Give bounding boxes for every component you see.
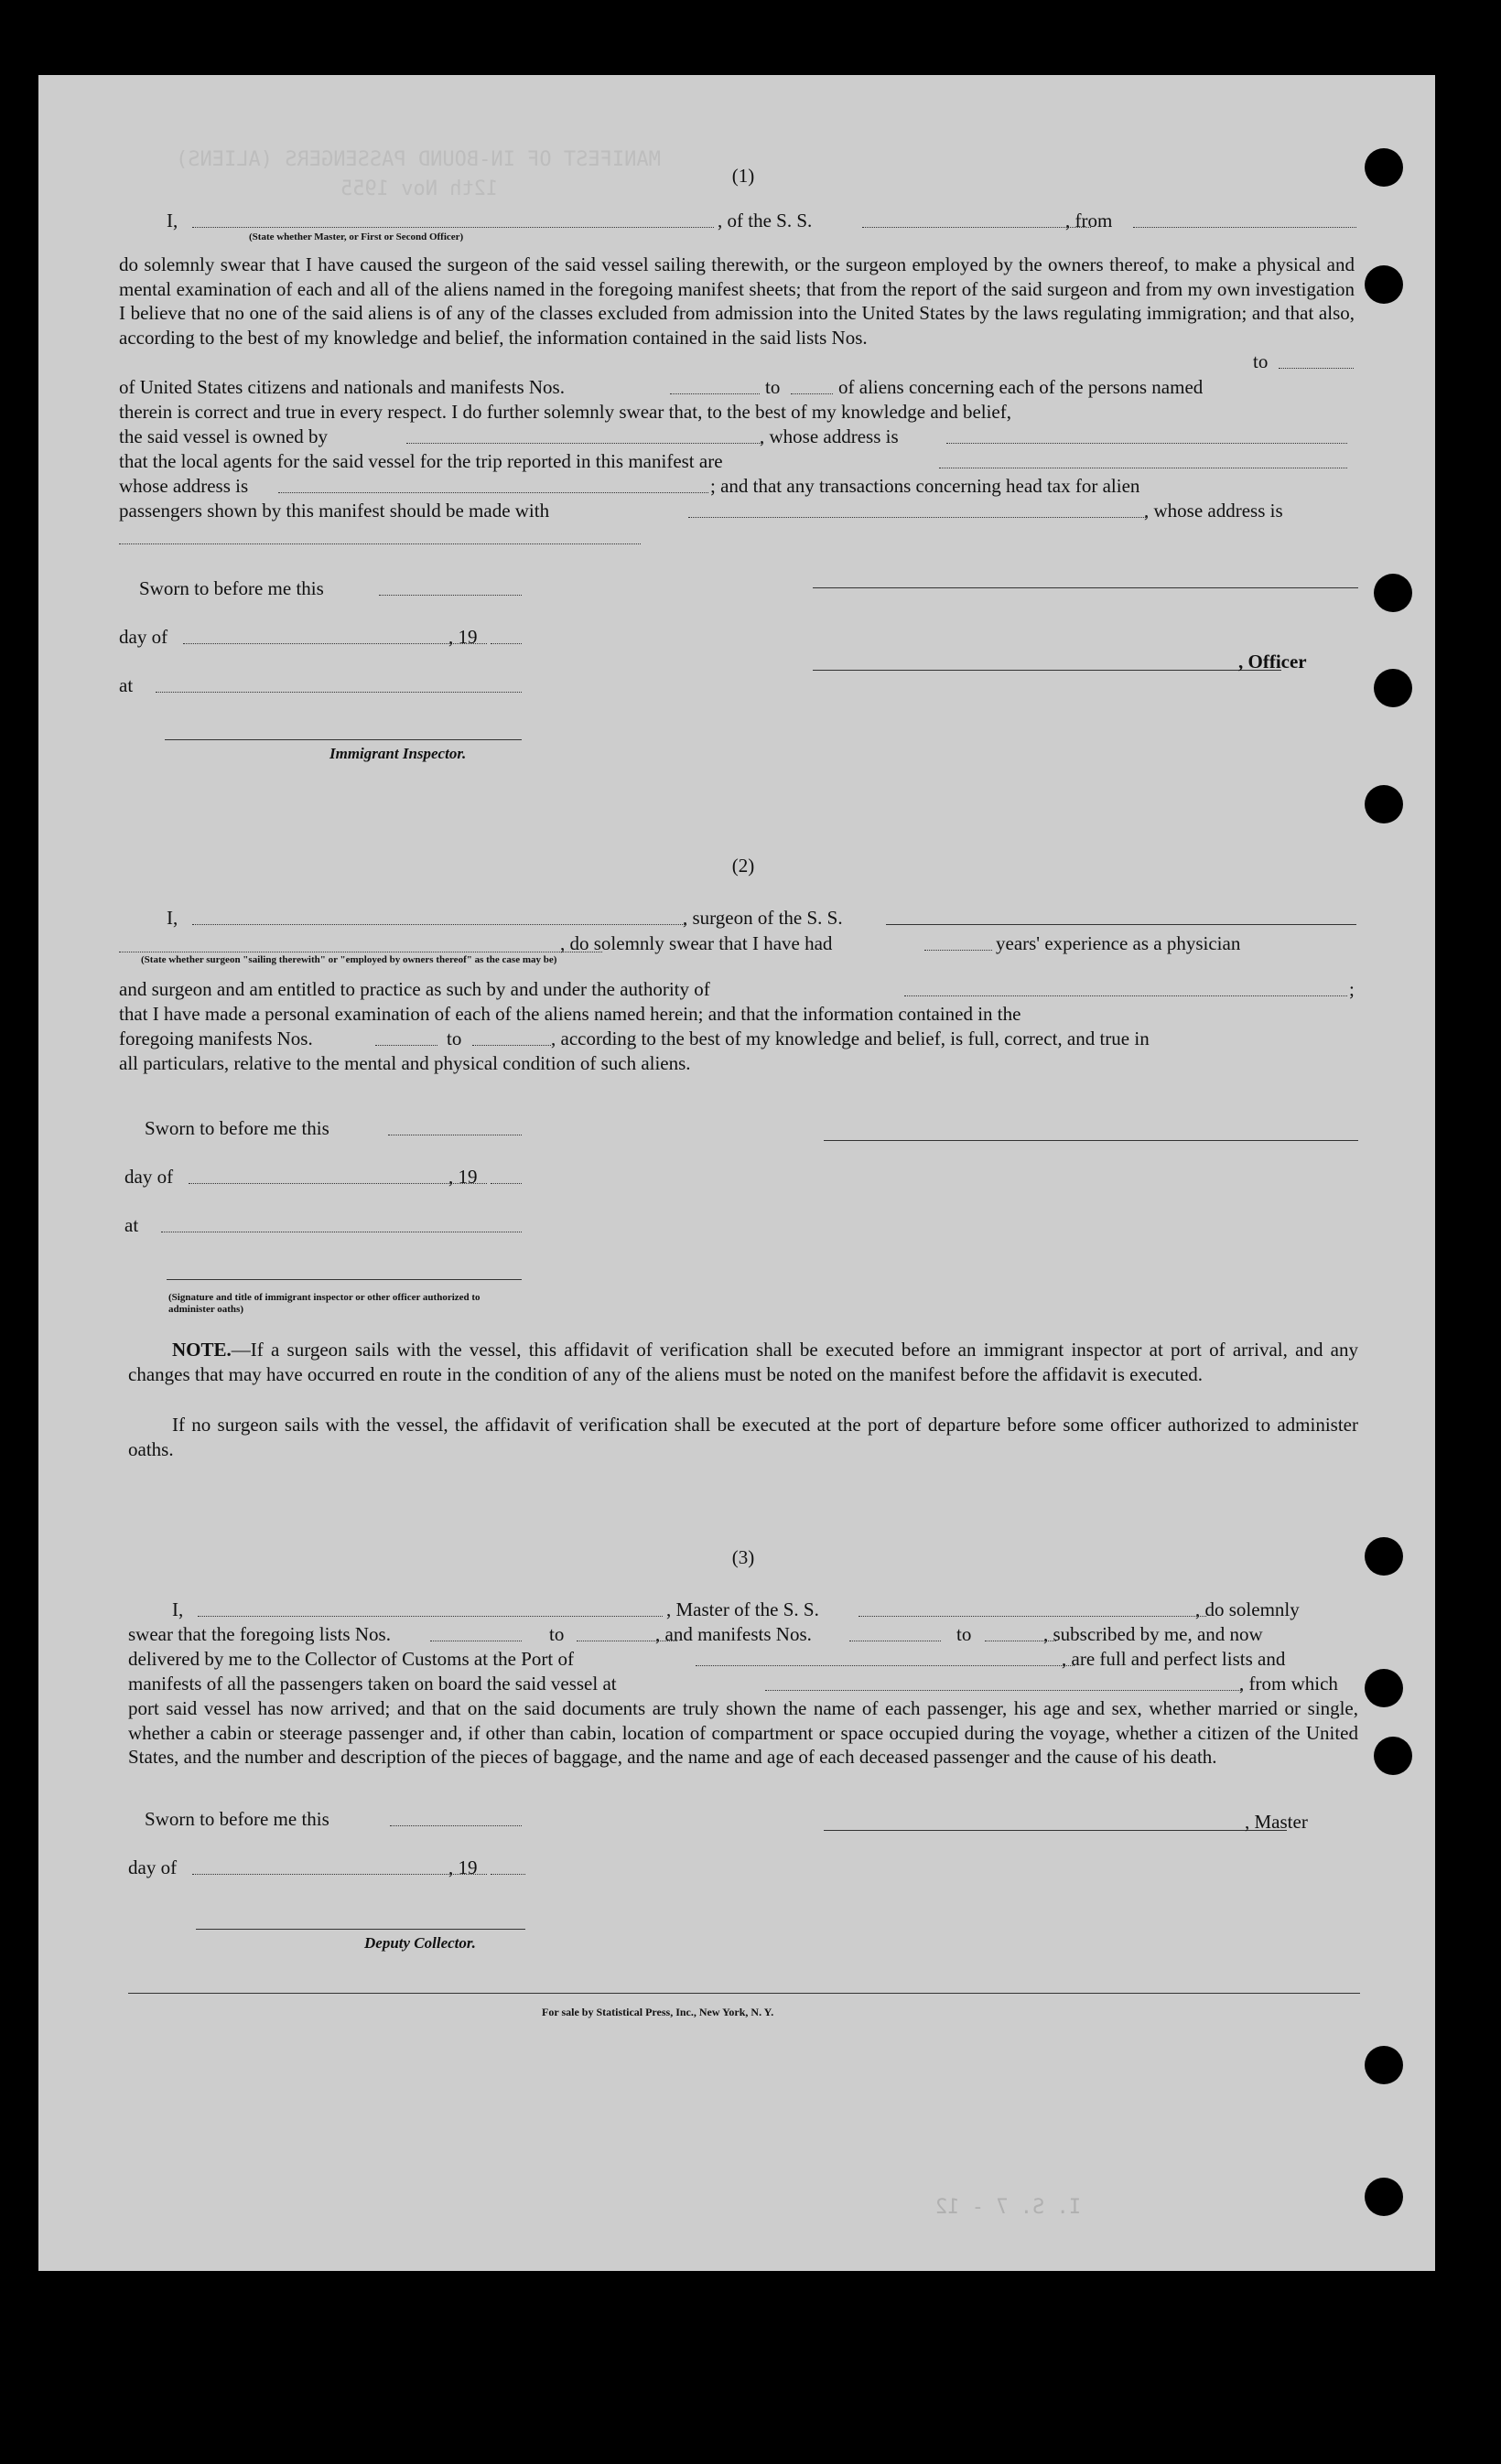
sworn-date-line-3: [390, 1825, 522, 1826]
authority-label: and surgeon and am entitled to practice as such by and under the authority of: [119, 978, 710, 1000]
year-label-3: , 19: [448, 1856, 478, 1878]
lists-to-label: to: [1253, 350, 1269, 372]
punch-hole: [1365, 1537, 1403, 1576]
master-label: , Master: [1245, 1811, 1308, 1833]
years-line: [924, 950, 992, 951]
day-of-line-2: [189, 1183, 487, 1184]
bleed-through-form-number: I. S. 7 - 12: [935, 2196, 1081, 2219]
head-tax-address-line: [119, 543, 641, 544]
footer-rule: [128, 1993, 1360, 1994]
transactions-label: ; and that any transactions concerning head tax for alien: [710, 475, 1140, 497]
citizens-line: of United States citizens and nationals and manifests Nos.: [119, 376, 565, 398]
authority-semicolon: ;: [1349, 978, 1355, 1000]
day-of-line: [183, 643, 487, 644]
punch-hole: [1365, 148, 1403, 187]
surgeon-of-label: , surgeon of the S. S.: [683, 907, 843, 929]
at-label-2: at: [124, 1214, 139, 1236]
according-label: , according to the best of my knowledge and belief, is full, correct, and true in: [551, 1028, 1150, 1049]
oath-i-2: I,: [167, 907, 178, 929]
customs-port-line: [696, 1665, 1074, 1666]
year-label-2: , 19: [448, 1166, 478, 1188]
inspector-signature-line: [165, 739, 522, 740]
from-which-label: , from which: [1239, 1673, 1338, 1695]
sworn-label-2: Sworn to before me this: [145, 1117, 329, 1139]
lists-to-line: [1279, 368, 1354, 369]
day-of-label-2: day of: [124, 1166, 174, 1188]
inspector-caption: Immigrant Inspector.: [329, 745, 467, 762]
year-label: , 19: [448, 626, 478, 648]
note-text: —If a surgeon sails with the vessel, this affidavit of verification shall be executed before an immigrant inspector at port of arrival, and any changes that may have occurred en route in the condition of any of the aliens must be noted on the manifest before the affidavit is executed.: [128, 1339, 1358, 1385]
master-vessel-line: [858, 1616, 1206, 1617]
officer-name-line: [192, 227, 714, 228]
punch-hole: [1374, 1737, 1412, 1775]
particulars-line: all particulars, relative to the mental and physical condition of such aliens.: [119, 1052, 691, 1074]
rank-instruction: (State whether Master, or First or Second Officer): [249, 231, 464, 242]
note-paragraph-2: If no surgeon sails with the vessel, the affidavit of verification shall be executed at the port of departure before some officer authorized to administer oaths.: [128, 1414, 1358, 1460]
citizens-from-line: [670, 393, 760, 394]
punch-hole: [1374, 574, 1412, 612]
lists-to-label-3: to: [549, 1623, 565, 1645]
therein-line: therein is correct and true in every respect. I do further solemnly swear that, to the best of my knowledge and belief,: [119, 401, 1011, 423]
at-label: at: [119, 674, 134, 696]
punch-hole: [1374, 669, 1412, 707]
year-line: [491, 643, 522, 644]
surgeon-vessel-line: [886, 924, 1356, 925]
officer-signature-line: [813, 670, 1281, 671]
inspector-signature-line-2: [167, 1279, 522, 1280]
manifest-back-page: [38, 75, 1435, 2271]
foregoing-to-label: to: [447, 1028, 462, 1049]
day-of-label-3: day of: [128, 1856, 178, 1878]
officer-signature-line-top: [813, 587, 1358, 588]
section-3-number: (3): [731, 1546, 755, 1568]
agents-address-label: whose address is: [119, 475, 249, 497]
owned-by-label: the said vessel is owned by: [119, 425, 329, 447]
personal-line: that I have made a personal examination of each of the aliens named herein; and that the information contained in the: [119, 1003, 1021, 1025]
from-label: , from: [1065, 210, 1113, 231]
of-ss-label: , of the S. S.: [718, 210, 813, 231]
foregoing-from-line: [375, 1045, 437, 1046]
oath-i-3: I,: [172, 1598, 184, 1620]
day-of-line-3: [192, 1874, 487, 1875]
full-lists-label: , are full and perfect lists and: [1062, 1648, 1286, 1670]
master-of-label: , Master of the S. S.: [666, 1598, 819, 1620]
head-tax-address-label: , whose address is: [1144, 500, 1283, 522]
officer-label: , Officer: [1238, 651, 1307, 672]
section-1-number: (1): [731, 165, 755, 187]
deputy-signature-line: [196, 1929, 525, 1930]
owner-address-label: , whose address is: [760, 425, 899, 447]
owner-address-line: [946, 443, 1347, 444]
foregoing-label: foregoing manifests Nos.: [119, 1028, 313, 1049]
section-3-paragraph: port said vessel has now arrived; and that on the said documents are truly shown the name of each passenger, his age and sex, whether married or single, whether a cabin or steerage passenger and, if other than cabin, location of compartment or space occupied during the voyage, whether a citizen of the United States, and the number and description of the pieces of baggage, and the name and age of each deceased passenger and the cause of his death.: [128, 1697, 1358, 1768]
signature-instruction: (Signature and title of immigrant inspector or other officer authorized to administer oaths): [168, 1292, 481, 1315]
subscribed-label: , subscribed by me, and now: [1043, 1623, 1263, 1645]
year-line-3: [491, 1874, 525, 1875]
punch-hole: [1365, 1669, 1403, 1707]
swear-lists-label: swear that the foregoing lists Nos.: [128, 1623, 391, 1645]
punch-hole: [1365, 2046, 1403, 2084]
vessel-name-line: [862, 227, 1091, 228]
agents-label: that the local agents for the said vessel for the trip reported in this manifest are: [119, 450, 723, 472]
punch-hole: [1365, 265, 1403, 304]
departure-port-line: [765, 1690, 1241, 1691]
owner-line: [406, 443, 761, 444]
citizens-to-label: to: [765, 376, 781, 398]
sworn-date-line: [379, 595, 522, 596]
years-label: years' experience as a physician: [996, 932, 1241, 954]
punch-hole: [1365, 785, 1403, 823]
head-tax-agent-line: [688, 517, 1146, 518]
from-port-line: [1133, 227, 1356, 228]
day-of-label: day of: [119, 626, 168, 648]
oath-i: I,: [167, 210, 178, 231]
bleed-through-date: 12th Nov 1955: [340, 178, 499, 200]
surgeon-signature-line: [824, 1140, 1358, 1141]
sworn-label-3: Sworn to before me this: [145, 1808, 329, 1830]
section-1-paragraph: do solemnly swear that I have caused the surgeon of the said vessel sailing therewith, or the surgeon employed by the owners thereof, to make a physical and mental examination of each and all of the aliens named in the foregoing manifest sheets; that from the report of the said surgeon and from my own investigation I believe that no one of the said aliens is of any of the classes excluded from admission into the United States by the laws regulating immigration; and that also, according to the best of my knowledge and belief, the information contained in the said lists Nos.: [119, 253, 1355, 349]
section-2-number: (2): [731, 855, 755, 877]
surgeon-instruction: (State whether surgeon "sailing therewith" or "employed by owners thereof" as the case may be): [141, 954, 557, 965]
master-signature-line: [824, 1830, 1287, 1831]
agents-address-line: [278, 492, 708, 493]
aliens-line: of aliens concerning each of the persons named: [838, 376, 1204, 398]
printer-credit: For sale by Statistical Press, Inc., New York, N. Y.: [542, 2006, 774, 2018]
deputy-caption: Deputy Collector.: [364, 1934, 476, 1952]
at-line: [156, 692, 522, 693]
note-paragraph: [128, 1338, 1358, 1386]
swear-had-label: , do solemnly swear that I have had: [560, 932, 833, 954]
passengers-label: passengers shown by this manifest should be made with: [119, 500, 550, 522]
delivered-label: delivered by me to the Collector of Customs at the Port of: [128, 1648, 574, 1670]
foregoing-to-line: [472, 1045, 551, 1046]
master-name-line: [198, 1616, 663, 1617]
manifests-to-label: to: [956, 1623, 972, 1645]
bleed-through-header: MANIFEST OF IN-BOUND PASSENGERS (ALIENS): [176, 148, 661, 171]
manifests-label: , and manifests Nos.: [655, 1623, 812, 1645]
surgeon-name-line: [192, 924, 686, 925]
punch-hole: [1365, 2178, 1403, 2216]
authority-line: [904, 995, 1347, 996]
do-solemnly-label: , do solemnly: [1195, 1598, 1300, 1620]
year-line-2: [491, 1183, 522, 1184]
manifests-all-label: manifests of all the passengers taken on board the said vessel at: [128, 1673, 617, 1695]
note-label: NOTE.: [172, 1339, 232, 1361]
citizens-to-line: [791, 393, 833, 394]
sworn-label: Sworn to before me this: [139, 577, 324, 599]
